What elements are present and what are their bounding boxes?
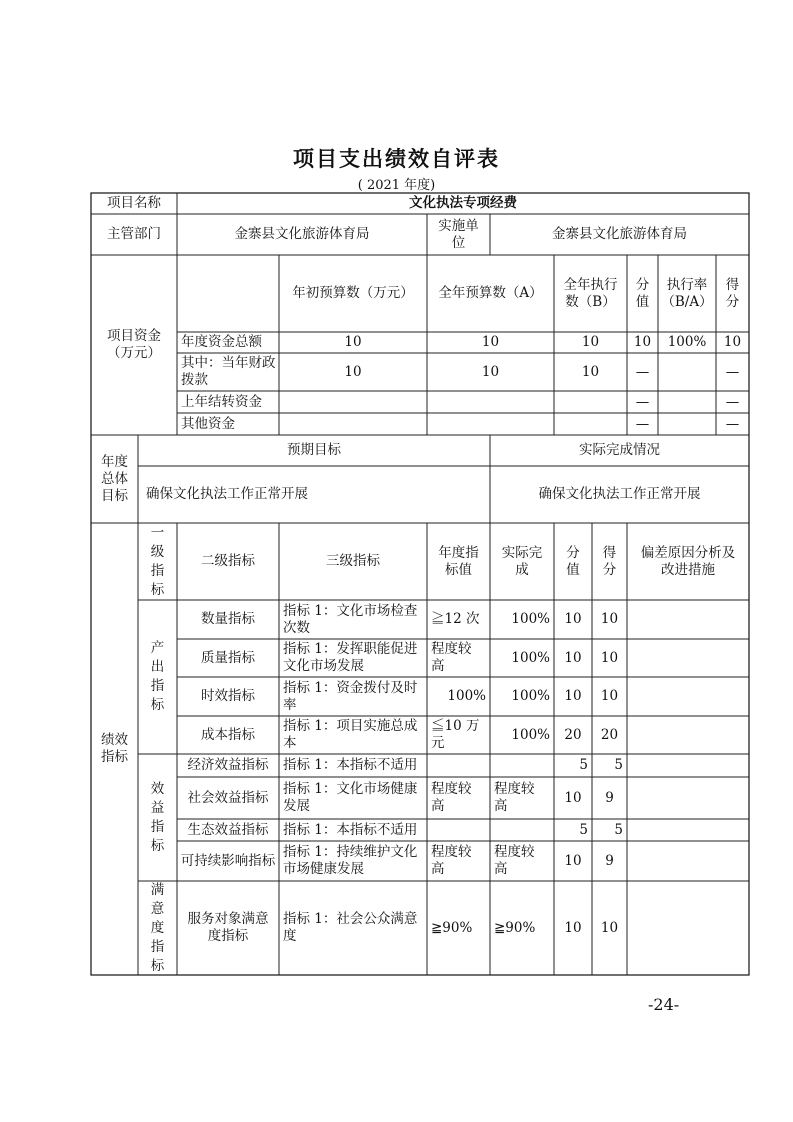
perf-level3: 指标 1：文化市场健康发展 xyxy=(283,781,418,814)
dept-value: 金寨县文化旅游体育局 xyxy=(234,226,370,242)
perf-score: 20 xyxy=(600,726,619,743)
funds-label: 项目资金（万元） xyxy=(107,328,161,361)
perf-actual: 100% xyxy=(511,688,550,704)
funds-cell xyxy=(427,413,554,435)
funds-cell xyxy=(658,391,716,413)
funds-col-exec-rate: 执行率（B/A） xyxy=(661,276,713,310)
perf-note xyxy=(627,639,749,677)
funds-cell: — xyxy=(635,415,650,432)
perf-score: 10 xyxy=(600,649,619,666)
funds-row-label: 其中：当年财政拨款 xyxy=(181,355,276,388)
perf-level2: 数量指标 xyxy=(201,611,255,627)
goals-actual-header: 实际完成情况 xyxy=(579,442,660,458)
funds-cell: — xyxy=(635,393,650,410)
perf-actual: 程度较高 xyxy=(494,781,535,814)
goals-expected: 确保文化执法工作正常开展 xyxy=(146,486,308,502)
perf-level2: 社会效益指标 xyxy=(187,789,269,806)
perf-level1-output: 产出指标 xyxy=(150,640,165,713)
funds-cell xyxy=(658,353,716,391)
perf-note xyxy=(627,754,749,777)
funds-cell: 10 xyxy=(481,334,500,350)
page-number: -24- xyxy=(648,995,680,1014)
perf-target: ≧12 次 xyxy=(431,611,480,627)
page-subtitle: ( 2021 年度) xyxy=(357,178,436,193)
perf-score-value: 10 xyxy=(564,852,582,869)
perf-level2: 经济效益指标 xyxy=(187,757,269,773)
perf-score-value: 5 xyxy=(579,757,588,773)
perf-score-value: 20 xyxy=(564,726,582,743)
perf-score: 10 xyxy=(600,688,619,704)
perf-col-level2: 二级指标 xyxy=(201,553,255,569)
perf-level1-satisfaction: 满意度指标 xyxy=(150,881,165,974)
project-name-label: 项目名称 xyxy=(107,195,161,211)
perf-level2: 可持续影响指标 xyxy=(180,852,276,869)
goals-label: 年度总体目标 xyxy=(101,453,128,504)
perf-score-value: 10 xyxy=(564,789,582,806)
perf-level2: 时效指标 xyxy=(201,688,255,704)
perf-col-score-value: 分值 xyxy=(566,544,580,578)
perf-actual: 程度较高 xyxy=(494,844,535,877)
funds-row-label: 其他资金 xyxy=(181,415,235,432)
perf-note xyxy=(627,600,749,639)
perf-score: 5 xyxy=(614,821,623,838)
perf-score-value: 10 xyxy=(564,688,582,704)
perf-level3: 指标 1：发挥职能促进文化市场发展 xyxy=(283,641,418,674)
funds-cell: — xyxy=(635,363,650,380)
perf-level1-benefit: 效益指标 xyxy=(150,780,165,854)
funds-cell: — xyxy=(725,393,740,410)
funds-cell: 10 xyxy=(481,363,500,380)
perf-note xyxy=(627,881,749,975)
perf-target: 程度较高 xyxy=(431,781,472,814)
funds-cell: — xyxy=(725,415,740,432)
project-name-value: 文化执法专项经费 xyxy=(409,195,517,211)
funds-cell: 10 xyxy=(581,334,600,350)
funds-col-budget-a: 全年预算数（A） xyxy=(438,285,543,301)
funds-cell xyxy=(554,413,627,435)
funds-cell xyxy=(554,391,627,413)
perf-actual: 100% xyxy=(511,611,550,627)
perf-col-target: 年度指标值 xyxy=(438,544,479,578)
funds-cell xyxy=(658,413,716,435)
perf-level2: 质量指标 xyxy=(201,649,255,666)
perf-actual: ≧90% xyxy=(494,919,536,936)
perf-level3: 指标 1：持续维护文化市场健康发展 xyxy=(283,844,418,877)
perf-level3: 指标 1：本指标不适用 xyxy=(283,757,418,773)
goals-actual: 确保文化执法工作正常开展 xyxy=(538,486,701,502)
perf-score: 5 xyxy=(614,757,623,773)
perf-note xyxy=(627,819,749,841)
funds-cell xyxy=(279,413,427,435)
perf-label: 绩效指标 xyxy=(101,732,128,765)
funds-cell: — xyxy=(725,363,740,380)
perf-level3: 指标 1：本指标不适用 xyxy=(283,821,418,838)
perf-score: 10 xyxy=(600,611,619,627)
perf-col-score: 得分 xyxy=(602,544,617,578)
funds-cell: 10 xyxy=(633,334,652,350)
dept-label: 主管部门 xyxy=(107,226,161,242)
perf-note xyxy=(627,841,749,881)
funds-col-score: 得分 xyxy=(725,276,740,310)
perf-level2: 服务对象满意度指标 xyxy=(187,911,269,944)
funds-col-score-value: 分值 xyxy=(635,276,650,310)
funds-cell: 10 xyxy=(723,334,742,350)
perf-target xyxy=(427,819,490,841)
perf-target: 100% xyxy=(447,688,486,704)
perf-level3: 指标 1：社会公众满意度 xyxy=(283,911,418,944)
perf-target xyxy=(427,754,490,777)
perf-score: 9 xyxy=(605,852,614,869)
impl-unit-value: 金寨县文化旅游体育局 xyxy=(552,226,687,242)
perf-score: 10 xyxy=(600,919,619,936)
perf-note xyxy=(627,777,749,819)
perf-target: 程度较高 xyxy=(431,844,472,877)
perf-col-note: 偏差原因分析及改进措施 xyxy=(640,544,736,578)
perf-actual: 100% xyxy=(511,649,550,666)
perf-level3: 指标 1：资金拨付及时率 xyxy=(283,679,418,713)
perf-target: ≧90% xyxy=(431,919,473,936)
funds-cell: 100% xyxy=(667,334,707,350)
perf-level2: 生态效益指标 xyxy=(187,821,269,838)
perf-col-level1: 一级指标 xyxy=(150,524,165,598)
perf-score-value: 10 xyxy=(564,919,582,936)
goals-expected-header: 预期目标 xyxy=(287,442,341,458)
perf-level3: 指标 1：文化市场检查次数 xyxy=(283,602,418,636)
perf-target: ≦10 万元 xyxy=(431,718,480,751)
funds-cell: 10 xyxy=(581,363,600,380)
perf-actual: 100% xyxy=(511,726,550,743)
perf-col-actual: 实际完成 xyxy=(501,544,543,578)
perf-col-level3: 三级指标 xyxy=(326,553,380,569)
funds-cell xyxy=(279,391,427,413)
perf-note xyxy=(627,716,749,754)
funds-col-exec-b: 全年执行数（B） xyxy=(563,276,618,310)
perf-level2: 成本指标 xyxy=(201,726,255,743)
perf-note xyxy=(627,677,749,716)
perf-score-value: 5 xyxy=(579,821,588,838)
perf-score-value: 10 xyxy=(564,649,582,666)
funds-row-label: 上年结转资金 xyxy=(181,393,262,410)
perf-target: 程度较高 xyxy=(431,641,472,674)
funds-row-label: 年度资金总额 xyxy=(181,334,262,350)
perf-level3: 指标 1：项目实施总成本 xyxy=(283,718,418,751)
impl-unit-label: 实施单位 xyxy=(438,217,479,251)
funds-cell: 10 xyxy=(344,334,362,350)
funds-cell: 10 xyxy=(344,363,362,380)
perf-score-value: 10 xyxy=(564,611,582,627)
perf-actual xyxy=(490,819,554,841)
perf-actual xyxy=(490,754,554,777)
perf-score: 9 xyxy=(605,789,614,806)
funds-cell xyxy=(427,391,554,413)
funds-col-initial: 年初预算数（万元） xyxy=(292,285,414,301)
page-title: 项目支出绩效自评表 xyxy=(293,147,500,171)
